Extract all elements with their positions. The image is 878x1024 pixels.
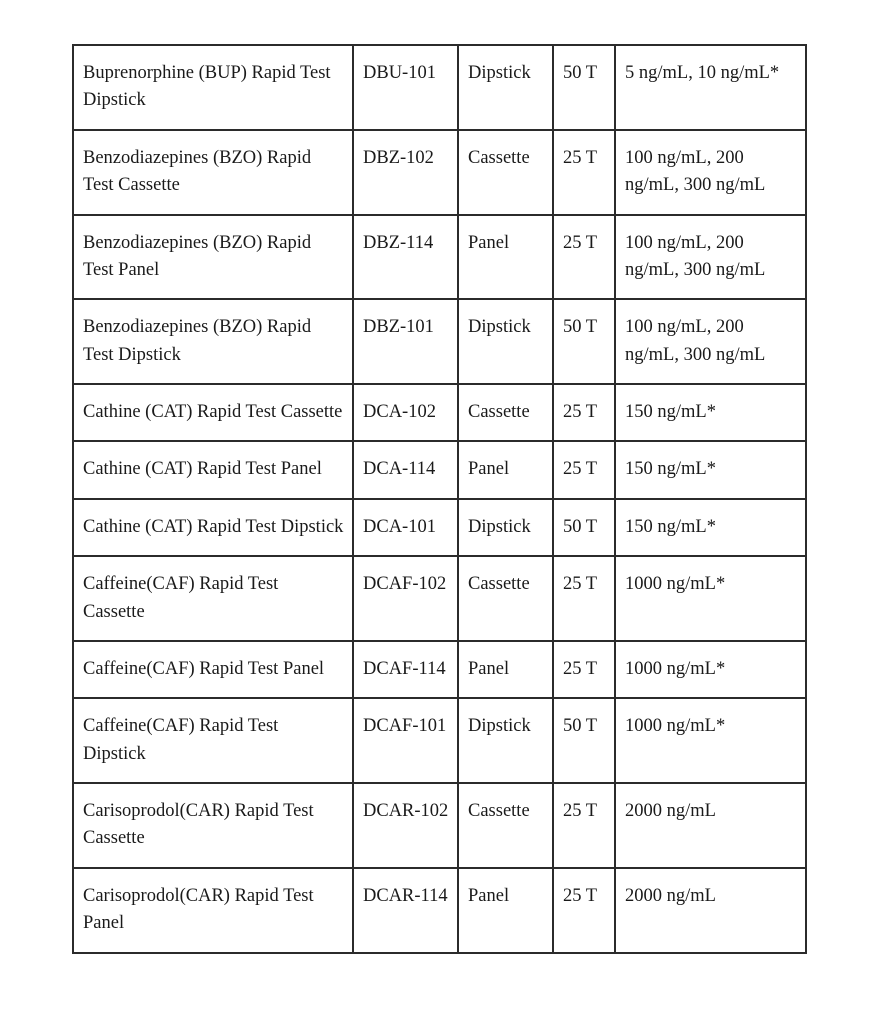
cell-test-format: Cassette <box>458 130 553 215</box>
cell-product-name: Cathine (CAT) Rapid Test Panel <box>73 441 353 498</box>
table-row <box>73 868 806 953</box>
cell-tests-per-kit: 25 T <box>553 868 615 953</box>
cell-tests-per-kit: 50 T <box>553 299 615 384</box>
cell-cutoff-concentration: 150 ng/mL* <box>615 441 806 498</box>
cell-cutoff-concentration: 150 ng/mL* <box>615 384 806 441</box>
cell-product-name: Caffeine(CAF) Rapid Test Panel <box>73 641 353 698</box>
cell-cutoff-concentration: 5 ng/mL, 10 ng/mL* <box>615 45 806 130</box>
cell-product-code: DCA-101 <box>353 499 458 556</box>
cell-cutoff-concentration: 2000 ng/mL <box>615 868 806 953</box>
cell-product-name: Carisoprodol(CAR) Rapid Test Cassette <box>73 783 353 868</box>
table-row <box>73 45 806 130</box>
cell-cutoff-concentration: 100 ng/mL, 200 ng/mL, 300 ng/mL <box>615 215 806 300</box>
table-row <box>73 698 806 783</box>
cell-cutoff-concentration: 1000 ng/mL* <box>615 641 806 698</box>
cell-test-format: Cassette <box>458 783 553 868</box>
cell-test-format: Panel <box>458 215 553 300</box>
cell-tests-per-kit: 50 T <box>553 698 615 783</box>
cell-tests-per-kit: 25 T <box>553 384 615 441</box>
table-row <box>73 556 806 641</box>
cell-test-format: Dipstick <box>458 698 553 783</box>
table-body <box>73 45 806 953</box>
cell-product-name: Caffeine(CAF) Rapid Test Dipstick <box>73 698 353 783</box>
cell-tests-per-kit: 50 T <box>553 45 615 130</box>
cell-product-name: Benzodiazepines (BZO) Rapid Test Dipstick <box>73 299 353 384</box>
table-row <box>73 130 806 215</box>
cell-cutoff-concentration: 150 ng/mL* <box>615 499 806 556</box>
cell-product-name: Benzodiazepines (BZO) Rapid Test Cassette <box>73 130 353 215</box>
table-row <box>73 783 806 868</box>
cell-test-format: Dipstick <box>458 499 553 556</box>
cell-cutoff-concentration: 1000 ng/mL* <box>615 556 806 641</box>
cell-test-format: Cassette <box>458 556 553 641</box>
table-row <box>73 299 806 384</box>
cell-tests-per-kit: 25 T <box>553 556 615 641</box>
cell-product-code: DBZ-101 <box>353 299 458 384</box>
cell-cutoff-concentration: 100 ng/mL, 200 ng/mL, 300 ng/mL <box>615 299 806 384</box>
cell-product-code: DCAF-101 <box>353 698 458 783</box>
cell-tests-per-kit: 25 T <box>553 641 615 698</box>
cell-cutoff-concentration: 100 ng/mL, 200 ng/mL, 300 ng/mL <box>615 130 806 215</box>
cell-test-format: Panel <box>458 441 553 498</box>
cell-test-format: Cassette <box>458 384 553 441</box>
cell-product-code: DCAF-102 <box>353 556 458 641</box>
cell-product-name: Benzodiazepines (BZO) Rapid Test Panel <box>73 215 353 300</box>
cell-cutoff-concentration: 2000 ng/mL <box>615 783 806 868</box>
cell-tests-per-kit: 25 T <box>553 783 615 868</box>
cell-product-name: Cathine (CAT) Rapid Test Dipstick <box>73 499 353 556</box>
cell-test-format: Panel <box>458 868 553 953</box>
cell-product-code: DCAR-102 <box>353 783 458 868</box>
table-row <box>73 384 806 441</box>
cell-product-name: Caffeine(CAF) Rapid Test Cassette <box>73 556 353 641</box>
cell-test-format: Dipstick <box>458 299 553 384</box>
cell-product-name: Carisoprodol(CAR) Rapid Test Panel <box>73 868 353 953</box>
cell-tests-per-kit: 25 T <box>553 215 615 300</box>
cell-product-code: DBU-101 <box>353 45 458 130</box>
cell-product-code: DCA-114 <box>353 441 458 498</box>
cell-product-code: DBZ-114 <box>353 215 458 300</box>
cell-tests-per-kit: 25 T <box>553 441 615 498</box>
cell-tests-per-kit: 25 T <box>553 130 615 215</box>
cell-product-code: DCAF-114 <box>353 641 458 698</box>
cell-test-format: Dipstick <box>458 45 553 130</box>
table-row <box>73 499 806 556</box>
table-row <box>73 641 806 698</box>
product-specification-table <box>72 44 807 954</box>
table-row <box>73 441 806 498</box>
cell-tests-per-kit: 50 T <box>553 499 615 556</box>
cell-cutoff-concentration: 1000 ng/mL* <box>615 698 806 783</box>
cell-product-name: Buprenorphine (BUP) Rapid Test Dipstick <box>73 45 353 130</box>
table-row <box>73 215 806 300</box>
cell-product-code: DCAR-114 <box>353 868 458 953</box>
cell-product-code: DBZ-102 <box>353 130 458 215</box>
cell-product-name: Cathine (CAT) Rapid Test Cassette <box>73 384 353 441</box>
cell-product-code: DCA-102 <box>353 384 458 441</box>
cell-test-format: Panel <box>458 641 553 698</box>
